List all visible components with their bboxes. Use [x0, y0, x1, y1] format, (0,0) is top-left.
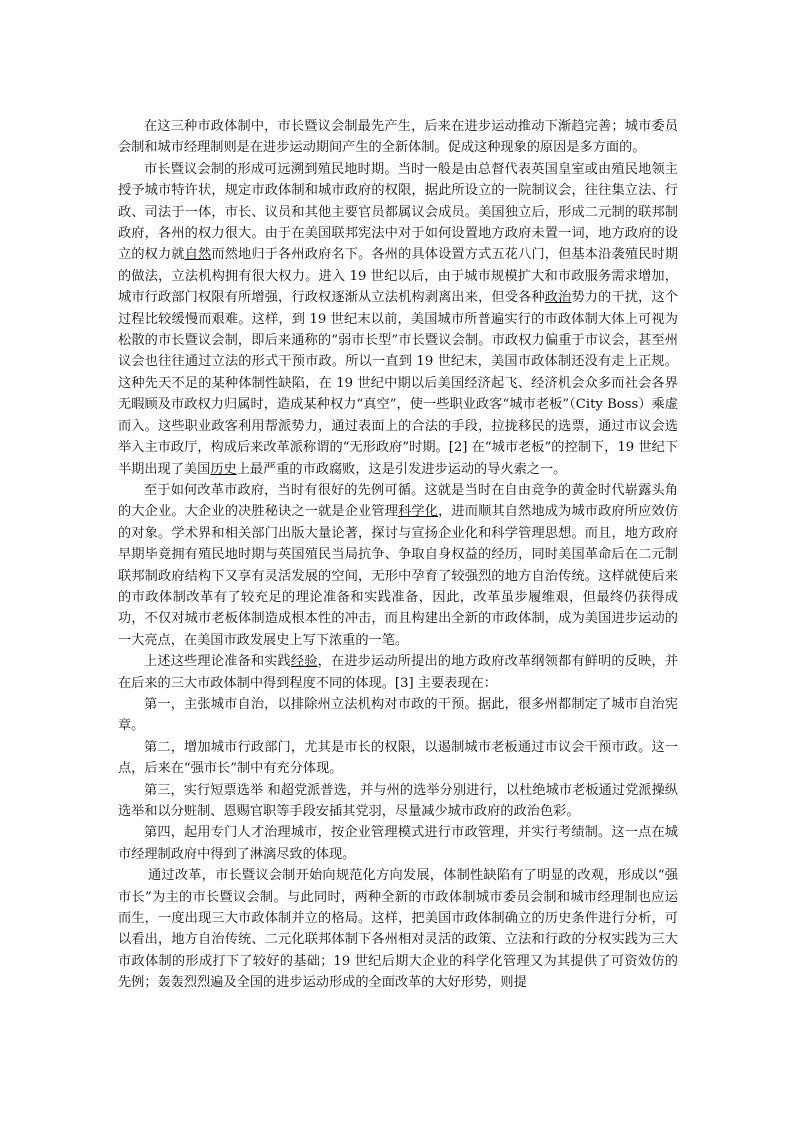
- paragraph-business-model: [118, 480, 678, 651]
- link-jingyan[interactable]: 经验: [290, 654, 318, 670]
- paragraph-point-1: 第一，主张城市自治，以排除州立法机构对市政的干预。据此，很多州都制定了城市自治宪章。: [118, 696, 678, 734]
- paragraph-reform-program: [118, 651, 678, 694]
- paragraph-conclusion: 通过改革，市长暨议会制开始向规范化方向发展，体制性缺陷有了明显的改观，形成以“强市长”为主的市长暨议会制。与此同时，两种全新的市政体制城市委员会制和城市经理制也应运而生，一度出现三大市政体制并立的格局。这样，把美国市政体制确立的历史条件进行分析，可以看出，地方自治传统、二元化联邦体制下各州相对灵活的政策、立法和行政的分权实践为三大市政体制的形成打下了较好的基础；19 世纪后期大企业的科学化管理又为其提供了可资效仿的先例；轰轰烈烈遍及全国的进步运动形成的全面改革的大好形势，则提: [118, 868, 678, 991]
- paragraph-mayor-council-origins: [118, 159, 678, 480]
- text-run: 上最严重的市政腐败，这是引发进步运动的导火索之一。: [236, 461, 567, 477]
- paragraph-point-2: 第二，增加城市行政部门，尤其是市长的权限，以遏制城市老板通过市议会干预市政。这一点，后来在“强市长”制中有充分体现。: [118, 739, 678, 777]
- paragraph-intro: 在这三种市政体制中，市长暨议会制最先产生，后来在进步运动推动下渐趋完善；城市委员会制和城市经理制则是在进步运动期间产生的全新体制。促成这种现象的原因是多方面的。: [118, 119, 678, 156]
- text-run: 而然地归于各州政府名下。各州的具体设置方式五花八门，但基本沿袭殖民时期的做法，立法机构拥有很大权力。进入 19 世纪以后，由于城市规模扩大和市政服务需求增加，城市行政部门权限有所增强，行政权逐渐从立法机构剥离出来，但受各种: [118, 247, 679, 306]
- text-run: 势力的干扰，这个过程比较缓慢而艰难。这样，到 19 世纪末以前，美国城市所普遍实行的市政体制大体上可视为松散的市长暨议会制，即后来通称的“弱市长型”市长暨议会制。市政权力偏重于市议会，甚至州议会也往往通过立法的形式干预市政。所以一直到 19 世纪末，美国市政体制还没有走上正规。这种先天不足的某种体制性缺陷，在 19 世纪中期以后美国经济起飞、经济机会众多而社会各界无暇顾及市政权力归属时，造成某种权力“真空”，使一些职业政客“城市老板”（City Boss）乘虚而入。这些职业政客利用帮派势力，通过表面上的合法的手段，拉拢移民的选票，通过市议会选举入主市政厅，构成后来改革派称谓的“无形政府”时期。[2] 在“城市老板”的控制下，19 世纪下半期出现了美国: [118, 290, 679, 477]
- paragraph-point-3: 第三，实行短票选举 和超党派普选，并与州的选举分别进行，以杜绝城市老板通过党派操纵选举和以分赃制、恩赐官职等手段安插其党羽，尽量减少城市政府的政治色彩。: [118, 782, 678, 819]
- paragraph-point-4: 第四，起用专门人才治理城市，按企业管理模式进行市政管理，并实行考绩制。这一点在城市经理制政府中得到了淋漓尽致的体现。: [118, 825, 678, 862]
- link-lishi[interactable]: 历史: [210, 461, 237, 477]
- text-run: ，进而顺其自然地成为城市政府所应效仿的对象。学术界和相关部门出版大量论著，探讨与宣扬企业化和科学管理思想。而且，地方政府早期毕竟拥有殖民地时期与英国殖民当局抗争、争取自身权益的经历，同时美国革命后在二元制联邦制政府结构下又享有灵活发展的空间，无形中孕育了较强烈的地方自治传统。这样就使后来的市政体制改革有了较充足的理论准备和实践准备，因此，改革虽步履维艰，但最终仍获得成功，不仅对城市老板体制造成根本性的冲击，而且构建出全新的市政体制，成为美国进步运动的一大亮点，在美国市政发展史上写下浓重的一笔。: [118, 504, 679, 648]
- link-kexuehua[interactable]: 科学化: [398, 504, 439, 520]
- document-body: [118, 116, 678, 994]
- text-run: 上述这些理论准备和实践: [144, 654, 291, 670]
- text-run: ，在进步运动所提出的地方政府改革纲领都有鲜明的反映，并在后来的三大市政体制中得到程度不同的体现。[3] 主要表现在：: [118, 654, 679, 691]
- text-run: 至于如何改革市政府，当时有很好的先例可循。这就是当时在自由竞争的黄金时代崭露头角的大企业。大企业的决胜秘诀之一就是企业管理: [118, 482, 678, 520]
- link-ziran[interactable]: 自然: [184, 247, 212, 263]
- text-run: 市长暨议会制的形成可远溯到殖民地时期。当时一般是由总督代表英国皇室或由殖民地领主授予城市特许状，规定市政体制和城市政府的权限，据此所设立的一院制议会，往往集立法、行政、司法于一体，市长、议员和其他主要官员都属议会成员。美国独立后，形成二元制的联邦制政府，各州的权力很大。由于在美国联邦宪法中对于如何设置地方政府未置一词，地方政府的设立的权力就: [118, 161, 678, 263]
- link-zhengzhi[interactable]: 政治: [544, 290, 572, 306]
